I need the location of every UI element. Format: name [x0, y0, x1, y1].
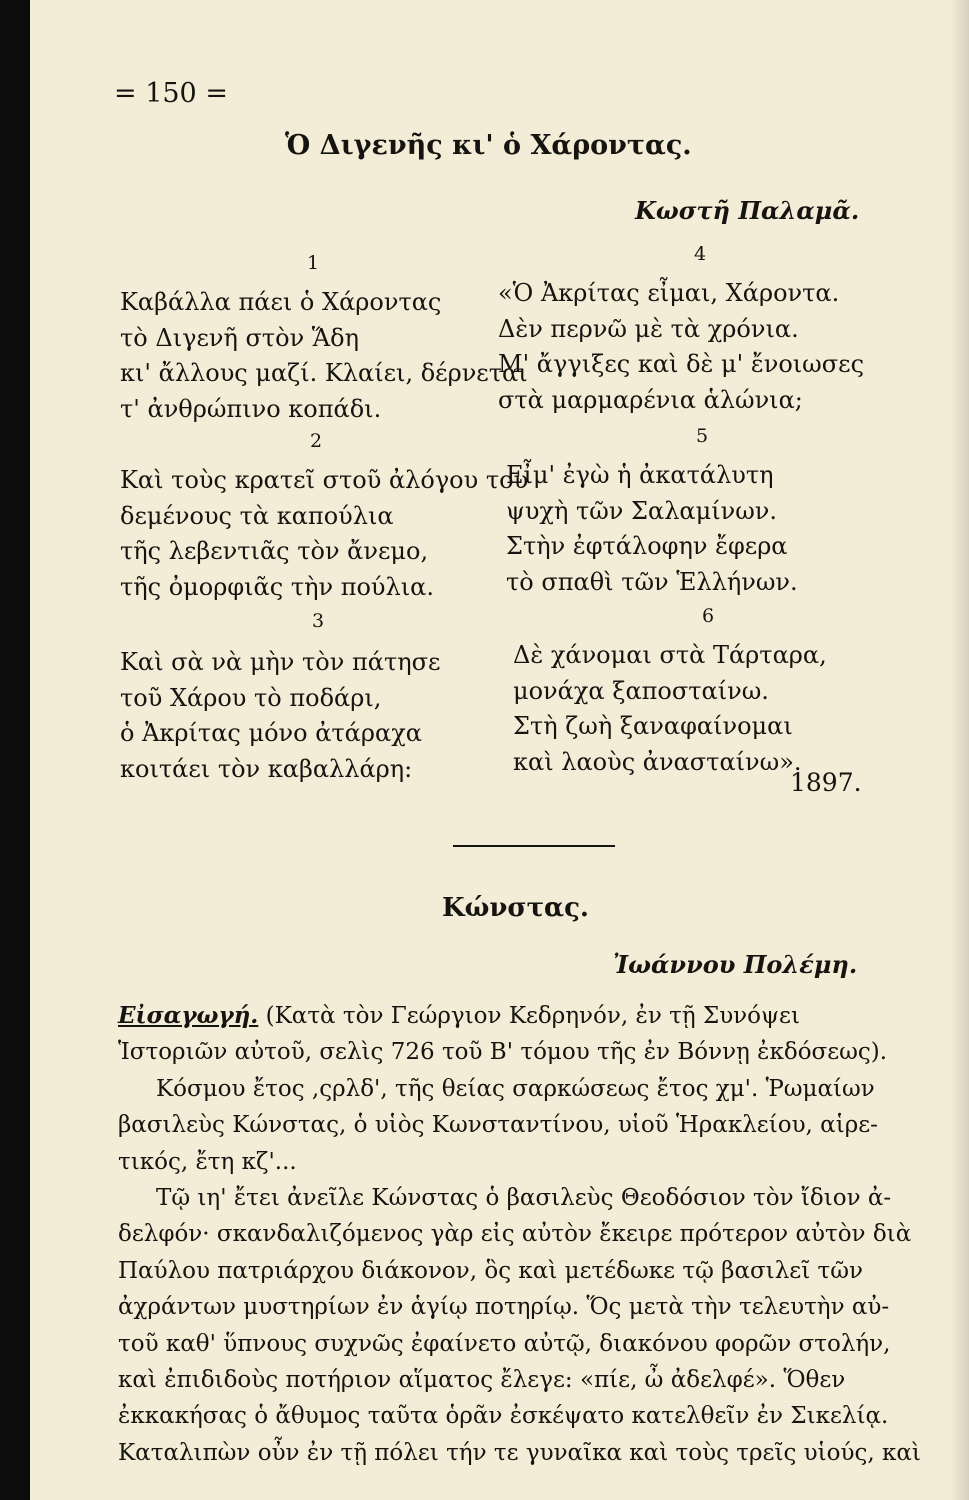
prose-line: ἀχράντων μυστηρίων ἐν ἁγίῳ ποτηρίῳ. Ὅς μετὰ τὴν τελευτὴν αὐ- [118, 1294, 890, 1321]
stanza-number: 3 [312, 610, 325, 632]
stanza-1 [120, 285, 528, 427]
section-title: Κώνστας. [442, 893, 589, 923]
verse-line: κοιτάει τὸν καβαλλάρη: [120, 754, 413, 783]
poem-title: Ὁ Διγενῆς κι' ὁ Χάροντας. [285, 130, 692, 161]
verse-line: τ' ἀνθρώπινο κοπάδι. [120, 394, 382, 423]
verse-line: Στὴν ἐφτάλοφην ἔφερα [506, 532, 788, 560]
verse-line: Καὶ σὰ νὰ μὴν τὸν πάτησε [120, 648, 441, 676]
prose-line: Εἰσαγωγή. (Κατὰ τὸν Γεώργιον Κεδρηνόν, ἐν τῇ Συνόψει [118, 1002, 800, 1029]
prose-line: Ἱστοριῶν αὐτοῦ, σελὶς 726 τοῦ Β' τόμου τῆς ἐν Βόννῃ ἐκδόσεως). [118, 1039, 888, 1066]
prose-line: δελφόν· σκανδαλιζόμενος γὰρ εἰς αὐτὸν ἔκειρε πρότερον αὐτὸν διὰ [118, 1221, 912, 1248]
verse-line: Καβάλλα πάει ὁ Χάροντας [120, 288, 442, 316]
verse-line: δεμένους τὰ καπούλια [120, 501, 394, 530]
prose-line: Κόσμου ἔτος ,ςρλδ', τῆς θείας σαρκώσεως ἔτος χμ'. Ῥωμαίων [156, 1075, 875, 1102]
stanza-number: 5 [696, 425, 709, 447]
verse-line: Εἶμ' ἐγὼ ἡ ἀκατάλυτη [506, 461, 774, 489]
verse-line: Δὲν περνῶ μὲ τὰ χρόνια. [498, 314, 799, 343]
stanza-3 [120, 645, 440, 787]
verse-line: ὁ Ἀκρίτας μόνο ἀτάραχα [120, 719, 422, 747]
poem-year: 1897. [790, 768, 862, 797]
verse-line: ψυχὴ τῶν Σαλαμίνων. [506, 496, 778, 525]
verse-line: τὸ σπαθὶ τῶν Ἑλλήνων. [506, 567, 798, 596]
stanza-number: 2 [310, 430, 323, 452]
verse-line: Καὶ τοὺς κρατεῖ στοῦ ἀλόγου του [120, 466, 529, 494]
verse-line: κι' ἄλλους μαζί. Κλαίει, δέρνεται [120, 359, 528, 387]
stanza-number: 1 [307, 252, 320, 274]
book-page [30, 0, 969, 1500]
section-author: Ἰωάννου Πολέμη. [613, 950, 858, 979]
intro-label: Εἰσαγωγή. [118, 1002, 259, 1029]
verse-line: μονάχα ξαποσταίνω. [513, 676, 769, 705]
stanza-4 [498, 276, 864, 418]
poem-author: Κωστῆ Παλαμᾶ. [635, 196, 860, 225]
prose-line: τικός, ἔτη κζ'... [118, 1148, 297, 1175]
stanza-number: 4 [694, 243, 707, 265]
stanza-6 [513, 638, 827, 780]
stanza-5 [506, 458, 798, 600]
verse-line: «Ὁ Ἀκρίτας εἶμαι, Χάροντα. [498, 279, 840, 307]
prose-line: Καταλιπὼν οὖν ἐν τῇ πόλει τήν τε γυναῖκα καὶ τοὺς τρεῖς υἱούς, καὶ [118, 1439, 921, 1466]
verse-line: τοῦ Χάρου τὸ ποδάρι, [120, 683, 382, 712]
prose-line: βασιλεὺς Κώνστας, ὁ υἱὸς Κωνσταντίνου, υἱοῦ Ἡρακλείου, αἱρε- [118, 1112, 878, 1139]
page-edge-shadow [951, 0, 969, 1500]
verse-line: τῆς ὀμορφιᾶς τὴν πούλια. [120, 572, 434, 601]
verse-line: καὶ λαοὺς ἀνασταίνω». [513, 747, 802, 776]
prose-line: ἐκκακήσας ὁ ἄθυμος ταῦτα ὁρᾶν ἐσκέψατο κατελθεῖν ἐν Σικελίᾳ. [118, 1403, 889, 1430]
verse-line: στὰ μαρμαρένια ἁλώνια; [498, 385, 803, 414]
stanza-number: 6 [702, 605, 715, 627]
prose-line: τοῦ καθ' ὕπνους συχνῶς ἐφαίνετο αὐτῷ, διακόνου φορῶν στολήν, [118, 1330, 891, 1357]
verse-line: Μ' ἄγγιξες καὶ δὲ μ' ἔνοιωσες [498, 350, 865, 378]
verse-line: Στὴ ζωὴ ξαναφαίνομαι [513, 712, 793, 740]
verse-line: τῆς λεβεντιᾶς τὸν ἄνεμο, [120, 537, 429, 565]
verse-line: τὸ Διγενῆ στὸν Ἅδη [120, 323, 359, 352]
prose-line: Τῷ ιη' ἔτει ἀνεῖλε Κώνστας ὁ βασιλεὺς Θεοδόσιον τὸν ἴδιον ἀ- [156, 1184, 892, 1211]
section-divider [453, 845, 615, 847]
prose-line: Παύλου πατριάρχου διάκονον, ὃς καὶ μετέδωκε τῷ βασιλεῖ τῶν [118, 1257, 863, 1284]
verse-line: Δὲ χάνομαι στὰ Τάρταρα, [513, 641, 827, 669]
prose-body [118, 998, 928, 1471]
stanza-2 [120, 463, 528, 605]
prose-line: καὶ ἐπιδιδοὺς ποτήριον αἵματος ἔλεγε: «πίε, ὦ ἀδελφέ». Ὅθεν [118, 1366, 846, 1393]
page-number: = 150 = [114, 78, 228, 109]
